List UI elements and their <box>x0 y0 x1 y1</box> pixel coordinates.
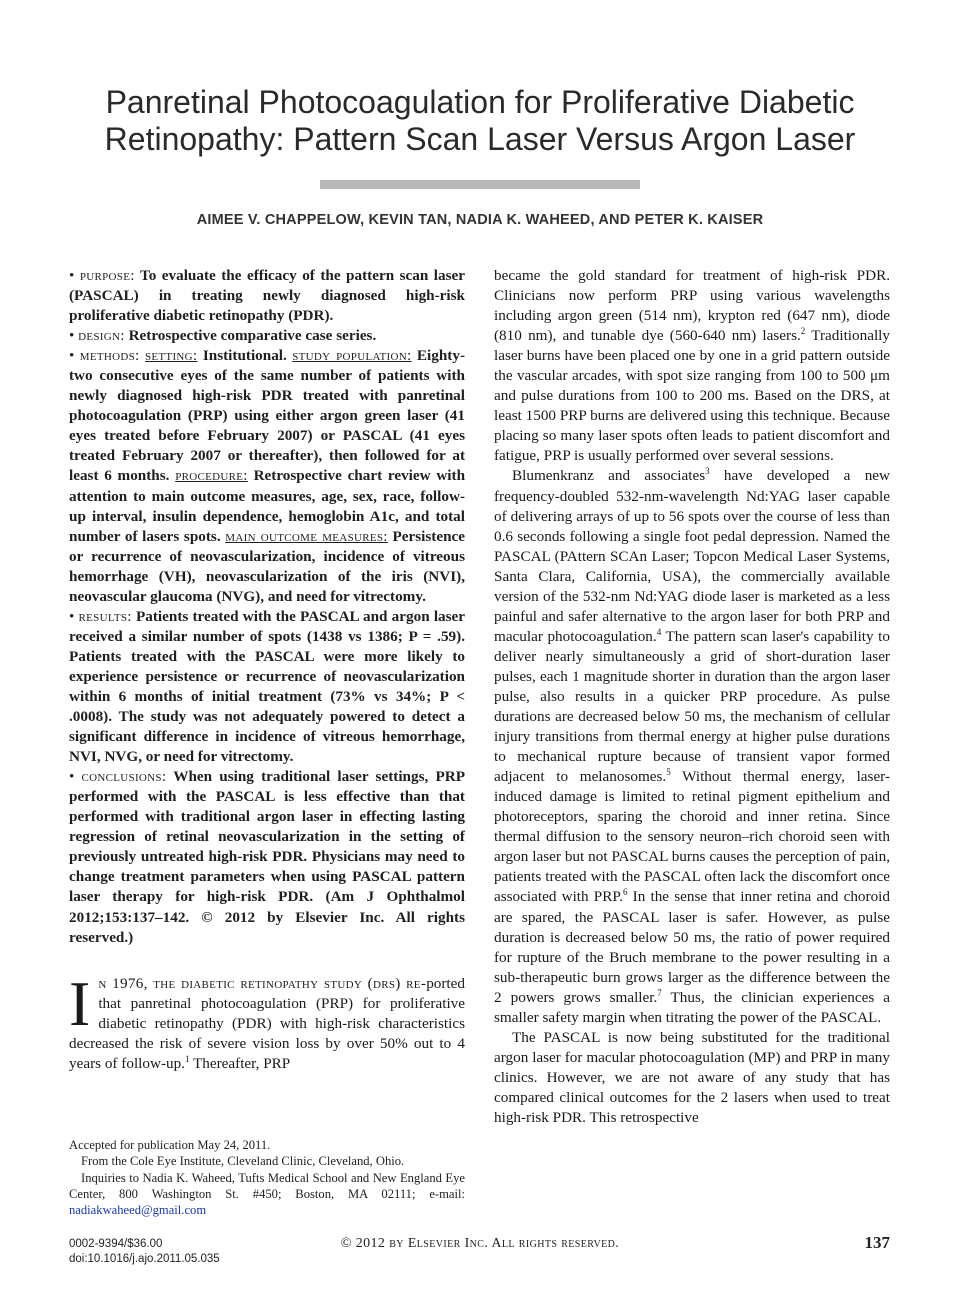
paragraph-2-text-f: Thus, the clinician experiences a smaller safety margin when titrating the power of the PASCAL. <box>494 988 890 1026</box>
reference-4[interactable]: 4 <box>656 626 662 637</box>
intro-text-end: Thereafter, PRP <box>189 1054 291 1072</box>
issn: 0002-9394/$36.00 <box>69 1238 163 1250</box>
footnote-affiliation: From the Cole Eye Institute, Cleveland Clinic, Cleveland, Ohio. <box>81 1154 405 1169</box>
main-outcome-text: Persistence or recurrence of neovascularization, incidence of vitreous hemorrhage (VH), neovascularization of the iris (NVI), neovascular glaucoma (NVG), and need for vitrectomy. <box>69 527 466 605</box>
doi: doi:10.1016/j.ajo.2011.05.035 <box>69 1253 220 1265</box>
results-label: results: <box>78 607 132 625</box>
footnote-inquiries <box>69 1170 465 1219</box>
design-label: design: <box>78 327 125 345</box>
bullet-icon: • <box>69 347 75 365</box>
paragraph-1 <box>494 266 890 466</box>
abstract-methods <box>69 346 465 607</box>
conclusions-text: When using traditional laser settings, PRP performed with the PASCAL is less effective than that performed with traditional argon laser in effecting lasting regression of retinal neovascularization in the setting of previously untreated high-risk PDR. Physicians may need to change treatment parameters when using PASCAL pattern laser therapy for high-risk PDR. (Am J Ophthalmol 2012;153:137–142. © 2012 by Elsevier Inc. All rights reserved.) <box>69 768 465 946</box>
reference-2[interactable]: 2 <box>800 326 806 337</box>
footnote-accepted: Accepted for publication May 24, 2011. <box>69 1138 271 1152</box>
abstract <box>69 266 465 948</box>
email-link[interactable]: nadiakwaheed@gmail.com <box>69 1203 207 1218</box>
procedure-text: Retrospective chart review with attention to main outcome measures, age, sex, race, follow-up interval, insulin dependence, hemoglobin A1c, and total number of lasers spots. <box>69 467 466 545</box>
paragraph-2 <box>494 466 890 1027</box>
left-column <box>69 266 465 1074</box>
paragraph-2-text: Blumenkranz and associates <box>512 467 706 485</box>
page-number: 137 <box>864 1233 890 1252</box>
reference-7[interactable]: 7 <box>657 987 662 998</box>
paragraph-1-text-cont: Traditionally laser burns have been placed one by one in a grid pattern outside the vascular arcades, with spot size ranging from 100 to 500 μm and pulse durations from 100 to 200 ms. Based on the DRS, at least 1500 PRP burns are delivered using this technique. Because placing so many laser spots often leads to patient discomfort and fatigue, PRP is usually performed over several sessions. <box>494 327 890 465</box>
abstract-purpose <box>69 266 465 326</box>
purpose-label: purpose: <box>79 267 135 284</box>
reference-6[interactable]: 6 <box>622 887 628 898</box>
paragraph-1-text: became the gold standard for treatment of high-risk PDR. Clinicians now perform PRP using various wavelengths including argon green (514 nm), krypton red (647 nm), diode (810 nm), and tunable dye (560-640 nm) lasers. <box>494 267 890 345</box>
methods-label: methods: <box>79 347 140 365</box>
intro-lead: n 1976, the diabetic retinopathy study (drs) re- <box>98 974 427 992</box>
purpose-text: To evaluate the efficacy of the pattern scan laser (PASCAL) in treating newly diagnosed high-risk proliferative diabetic retinopathy (PDR). <box>69 267 465 325</box>
footnotes <box>69 1137 465 1218</box>
design-text: Retrospective comparative case series. <box>128 327 377 345</box>
footer-identifiers <box>69 1237 220 1267</box>
bullet-icon: • <box>69 267 75 284</box>
conclusions-label: conclusions: <box>81 768 167 786</box>
abstract-design <box>69 326 465 346</box>
copyright-notice: © 2012 by Elsevier Inc. All rights reserved. <box>340 1236 620 1251</box>
intro-paragraph <box>69 967 465 1074</box>
study-population-label: study population: <box>292 347 412 365</box>
bullet-icon: • <box>69 607 75 625</box>
article-title: Panretinal Photocoagulation for Proliferative Diabetic Retinopathy: Pattern Scan Laser Versus Argon Laser <box>104 84 856 157</box>
reference-1[interactable]: 1 <box>184 1053 190 1064</box>
abstract-conclusions <box>69 767 465 947</box>
abstract-results <box>69 607 465 767</box>
bullet-icon: • <box>69 327 75 345</box>
right-column <box>494 266 890 1128</box>
bullet-icon: • <box>69 768 75 786</box>
study-population-text: Eighty-two consecutive eyes of the same number of patients with newly diagnosed high-risk PDR treated with panretinal photocoagulation (PRP) using either argon green laser (41 eyes treated before February 2007) or PASCAL (41 eyes treated February 2007 or thereafter), then followed for at least 6 months. <box>69 347 466 485</box>
main-outcome-label: main outcome measures: <box>225 527 388 545</box>
paragraph-2-text-e: In the sense that inner retina and choroid are spared, the PASCAL laser is safer. However, as pulse duration is decreased below 50 ms, the ratio of power required for rupture of the Bruch membrane to the power resulting in a sub-therapeutic burn grows larger as the difference between the 2 powers grows smaller. <box>494 888 890 1006</box>
inquiries-text: Inquiries to Nadia K. Waheed, Tufts Medical School and New England Eye Center, 800 Washington St. #450; Boston, MA 02111; e-mail: <box>69 1170 465 1201</box>
results-text: Patients treated with the PASCAL and argon laser received a similar number of spots (1438 vs 1386; P = .59). Patients treated with the PASCAL were more likely to experience persistence or recurrence of neovascularization within 6 months of initial treatment (73% vs 34%; P < .0008). The study was not adequately powered to detect a significant difference in incidence of vitreous hemorrhage, NVI, NVG, or need for vitrectomy. <box>69 607 466 766</box>
paragraph-2-text-b: have developed a new frequency-doubled 532-nm-wavelength Nd:YAG laser capable of delivering arrays of up to 56 spots over the course of less than 0.6 seconds following a single foot pedal depression. Named the PASCAL (PAttern SCAn Laser; Topcon Medical Laser Systems, Santa Clara, California, USA), the commercially available version of the 532-nm Nd:YAG diode laser is marketed as a less painful and safer alternative to the argon laser for both PRP and macular photocoagulation. <box>494 467 890 645</box>
setting-text: Institutional. <box>202 347 287 365</box>
reference-5[interactable]: 5 <box>666 767 671 778</box>
paragraph-3: The PASCAL is now being substituted for the traditional argon laser for macular photocoagulation (MP) and PRP in many clinics. However, we are not aware of any study that has compared clinical outcomes for the 2 lasers when used to treat high-risk PDR. This retrospective <box>494 1028 890 1126</box>
procedure-label: procedure: <box>175 467 248 485</box>
reference-3[interactable]: 3 <box>705 466 710 477</box>
author-list: AIMEE V. CHAPPELOW, KEVIN TAN, NADIA K. WAHEED, AND PETER K. KAISER <box>196 212 764 228</box>
setting-label: setting: <box>144 347 198 365</box>
introduction <box>69 967 465 1074</box>
intro-text: ported that panretinal photocoagulation (PRP) for proliferative diabetic retinopathy (PDR) with high-risk characteristics decreased the risk of severe vision loss by over 50% out to 4 years of follow-up. <box>69 974 465 1072</box>
title-divider <box>320 180 640 189</box>
drop-cap: I <box>69 967 91 1039</box>
paragraph-2-text-d: Without thermal energy, laser-induced damage is limited to retinal pigment epithelium and photoreceptors, sparing the choroid and inner retina. Since thermal diffusion to the sensory neuron–rich choroid seen with argon laser but not PASCAL burns causes the perception of pain, patients treated with the PASCAL often lack the discomfort once associated with PRP. <box>494 768 890 906</box>
paragraph-2-text-c: The pattern scan laser's capability to deliver nearly simultaneously a grid of short-duration laser pulses, each 1 magnitude shorter in duration than the argon laser pulse, also results in a quicker PRP procedure. As pulse durations are decreased below 50 ms, the mechanism of cellular injury transitions from thermal energy at higher pulse durations to mechanical rupture because of transient vapor formed adjacent to melanosomes. <box>494 627 890 786</box>
